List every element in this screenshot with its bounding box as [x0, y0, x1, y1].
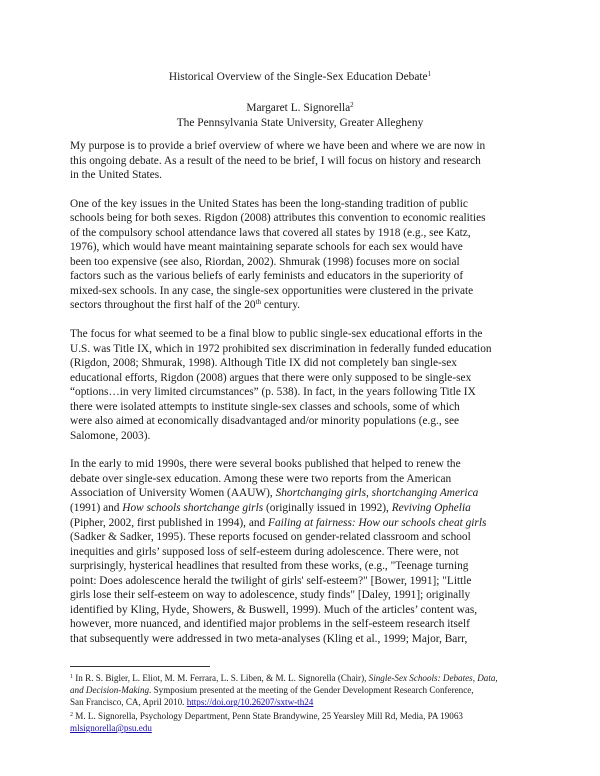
- text-line: In the early to mid 1990s, there were several books published that helped to renew the: [70, 458, 461, 471]
- footnote-number: 1: [70, 674, 73, 680]
- text-line: girls lose their self-esteem on way to adolescence, study finds" [Daley, 1991]; originally: [70, 589, 471, 602]
- text-line: point: Does adolescence herald the twilight of girls' self-esteem?" [Bower, 1991]; "Little: [70, 574, 472, 587]
- text-line: debate over single-sex education. Among these were two reports from the American: [70, 472, 452, 485]
- text-line: (Rigdon, 2008; Shmurak, 1998). Although Title IX did not completely ban single-sex: [70, 357, 457, 370]
- paragraph-1990s: [70, 457, 540, 646]
- text-line: (Sadker & Sadker, 1995). These reports focused on gender-related classroom and school: [70, 531, 471, 544]
- superscript: th: [255, 298, 262, 307]
- text-line: factors such as the various beliefs of early feminists and educators in the superiority of: [70, 270, 464, 283]
- paragraph-intro: [70, 139, 540, 183]
- footnotes: [70, 672, 540, 736]
- text-segment: sectors throughout the first half of the 20: [70, 299, 256, 312]
- text-segment: . Symposium presented at the meeting of the Gender Development Research Conference,: [149, 685, 474, 695]
- footnote-number: 2: [70, 712, 73, 718]
- text-line: educational efforts, Rigdon (2008) argues that there were only supposed to be single-sex: [70, 371, 472, 384]
- text-line: The focus for what seemed to be a final blow to public single-sex educational efforts in the: [70, 328, 483, 341]
- paragraph-tradition: [70, 197, 540, 313]
- text-line: been too expensive (see also, Riordan, 2002). Shmurak (1998) focuses more on social: [70, 255, 460, 268]
- author-footnote-marker[interactable]: 2: [350, 101, 354, 109]
- text-line: [70, 501, 540, 516]
- footnote-2: [70, 710, 540, 734]
- text-segment: M. L. Signorella, Psychology Department, Penn State Brandywine, 25 Yearsley Mill Rd, Media, PA 19063: [73, 711, 463, 721]
- footnote-line: [70, 710, 540, 722]
- email-link[interactable]: mlsignorella@psu.edu: [70, 723, 152, 733]
- text-segment: (1991) and: [70, 502, 123, 515]
- text-line: there were isolated attempts to institute single-sex classes and schools, some of which: [70, 400, 460, 413]
- author-block: [0, 101, 600, 130]
- text-line: One of the key issues in the United States has been the long-standing tradition of public: [70, 197, 468, 210]
- text-line: that subsequently were addressed in two meta-analyses (Kling et al., 1999; Major, Barr,: [70, 632, 468, 645]
- text-line: Salomone, 2003).: [70, 429, 151, 442]
- book-title: Reviving Ophelia: [391, 502, 471, 515]
- author-affiliation: The Pennsylvania State University, Greater Allegheny: [176, 116, 424, 129]
- text-line: surprisingly, hysterical headlines that resulted from these works, (e.g., "Teenage turning: [70, 560, 469, 573]
- book-title: How schools shortchange girls: [122, 502, 264, 515]
- symposium-title: Single-Sex Schools: Debates, Data,: [368, 673, 498, 683]
- text-line: mixed-sex schools. In any case, the single-sex opportunities were clustered in the private: [70, 284, 474, 297]
- text-line: [70, 298, 540, 313]
- body-text: [70, 139, 540, 661]
- text-segment: In R. S. Bigler, L. Eliot, M. M. Ferrara, L. S. Liben, & M. L. Signorella (Chair),: [73, 673, 369, 683]
- text-line: identified by Kling, Hyde, Showers, & Buswell, 1999). Much of the articles’ content was,: [70, 603, 478, 616]
- author-name: Margaret L. Signorella: [246, 102, 351, 114]
- text-line: however, more nuanced, and identified major problems in the self-esteem research itself: [70, 618, 470, 631]
- text-segment: century.: [261, 299, 300, 312]
- text-line: [70, 516, 540, 531]
- text-line: this ongoing debate. As a result of the need to be brief, I will focus on history and research: [70, 154, 481, 167]
- text-line: of the compulsory school attendance laws that covered all states by 1918 (e.g., see Katz,: [70, 226, 471, 239]
- text-line: [70, 486, 540, 501]
- paper-title: [0, 70, 600, 84]
- text-line: were also aimed at economically disadvantaged and/or minority populations (e.g., see: [70, 415, 460, 428]
- text-line: “options…in very limited circumstances” (p. 538). In fact, in the years following Title IX: [70, 386, 476, 399]
- footnote-divider: [70, 666, 210, 667]
- footnote-1: [70, 672, 540, 708]
- title-footnote-marker[interactable]: 1: [427, 70, 432, 78]
- footnote-line: [70, 672, 540, 684]
- text-segment: (Pipher, 2002, first published in 1994), and: [70, 516, 269, 529]
- footnote-line: [70, 722, 540, 734]
- book-title: Shortchanging girls, shortchanging America: [275, 487, 479, 500]
- footnote-line: [70, 684, 540, 696]
- text-line: 1976), which would have meant maintaining separate schools for each sex would have: [70, 241, 463, 254]
- text-segment: Association of University Women (AAUW),: [70, 487, 276, 500]
- book-title: Failing at fairness: How our schools cheat girls: [268, 516, 487, 529]
- footnote-line: [70, 696, 540, 708]
- paragraph-title-ix: [70, 327, 540, 443]
- text-line: U.S. was Title IX, which in 1972 prohibited sex discrimination in federally funded education: [70, 342, 492, 355]
- text-line: schools being for both sexes. Rigdon (2008) attributes this convention to economic realities: [70, 212, 486, 225]
- title-text: Historical Overview of the Single-Sex Education Debate: [168, 71, 428, 83]
- text-segment: (originally issued in 1992),: [263, 502, 392, 515]
- text-line: in the United States.: [70, 169, 162, 182]
- text-line: My purpose is to provide a brief overview of where we have been and where we are now in: [70, 140, 486, 152]
- text-segment: San Francisco, CA, April 2010.: [70, 697, 187, 707]
- symposium-title: and Decision-Making: [70, 685, 150, 695]
- text-line: inequities and girls’ supposed loss of self-esteem during adolescence. There were, not: [70, 545, 459, 558]
- doi-link[interactable]: https://doi.org/10.26207/sxtw-th24: [186, 697, 314, 707]
